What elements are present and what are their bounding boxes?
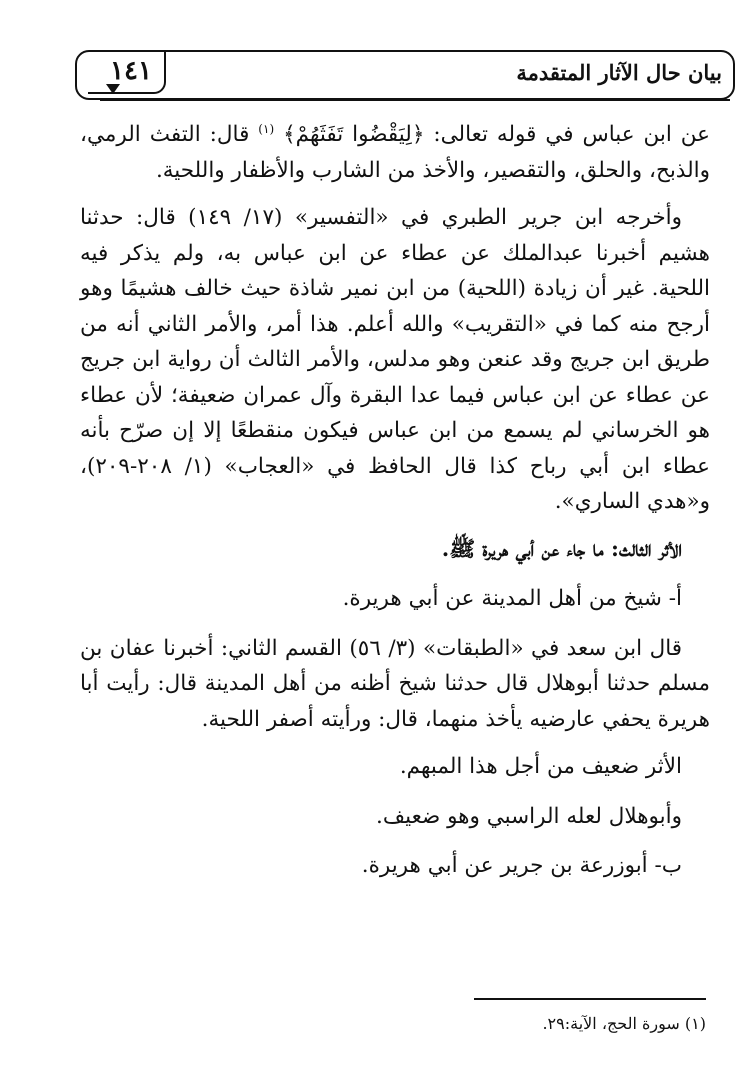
paragraph-5: وأبوهلال لعله الراسبي وهو ضعيف. <box>376 803 682 829</box>
page-number: ١٤١ <box>110 56 152 86</box>
corner-ornament <box>106 84 120 94</box>
item-b: ب- أبوزرعة بن جرير عن أبي هريرة. <box>361 853 682 879</box>
item-a: أ- شيخ من أهل المدينة عن أبي هريرة. <box>342 586 682 612</box>
footnote-ref: (١) <box>258 122 275 136</box>
running-title: بيان حال الآثار المتقدمة <box>516 60 722 85</box>
paragraph-1 <box>80 112 710 188</box>
paragraph-1-rest: قال: التفث الرمي، والذبح، والحلق، والتقصير، والأخذ من الشارب والأظفار واللحية. <box>80 122 710 183</box>
paragraph-2: وأخرجه ابن جرير الطبري في «التفسير» (١٧/ ١٤٩) قال: حدثنا هشيم أخبرنا عبدالملك عن عطاء عن ابن عباس به، ولم يذكر فيه اللحية. غير أن زيادة (اللحية) من ابن نمير شاذة حيث خالف هشيمًا وهو أرجح منه كما في «التقريب» والله أعلم. هذا أمر، والأمر الثاني أنه من طريق ابن جريج وقد عنعن وهو مدلس، والأمر الثالث أن رواية ابن جريج عن عطاء عن ابن عباس فيما عدا البقرة وآل عمران ضعيفة؛ لأن عطاء هو الخرساني لم يسمع من ابن عباس فيكون منقطعًا إلا إن صرّح بأنه عطاء ابن أبي رباح كذا قال الحافظ في «العجاب» (١/ ٢٠٨-٢٠٩)، و«هدي الساري». <box>80 205 710 515</box>
footnote-separator <box>474 998 706 1000</box>
paragraph-3: قال ابن سعد في «الطبقات» (٣/ ٥٦) القسم الثاني: أخبرنا عفان بن مسلم حدثنا أبوهلال قال حدثنا شيخ أظنه من أهل المدينة قال: رأيت أبا هريرة يحفي عارضيه يأخذ منهما، قال: ورأيته أصفر اللحية. <box>80 635 710 732</box>
footnote-1: (١) سورة الحج، الآية:٢٩. <box>542 1014 706 1033</box>
paragraph-1-text: عن ابن عباس في قوله تعالى: ﴿لِيَقْضُوا تَفَثَهُمْ﴾ <box>274 122 710 148</box>
body-text <box>80 112 710 898</box>
section-heading: الأثر الثالث: ما جاء عن أبي هريرة ﷺ. <box>441 536 682 562</box>
header-rule <box>100 99 730 101</box>
paragraph-4: الأثر ضعيف من أجل هذا المبهم. <box>399 754 682 780</box>
